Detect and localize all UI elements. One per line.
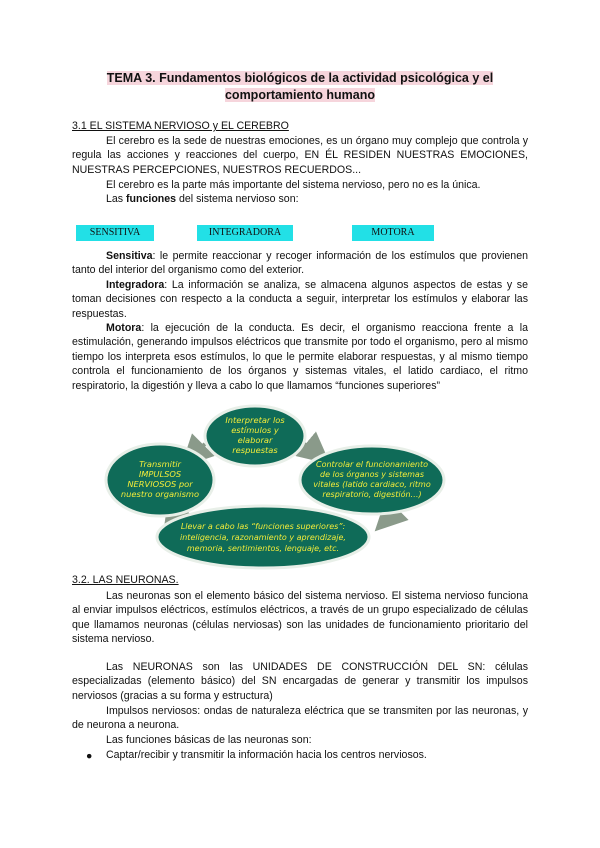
- diagram-bottom-line-1: Llevar a cabo las “funciones superiores”:: [180, 522, 346, 531]
- p3-post: del sistema nervioso son:: [176, 193, 299, 205]
- motora-label: Motora: [106, 322, 142, 334]
- sensitiva-text: : le permite reaccionar y recoger información de los estímulos que provienen tanto del interior del organismo como del exterior.: [72, 250, 528, 277]
- sensitiva-label: Sensitiva: [106, 250, 153, 262]
- bullet-dot-icon: ●: [86, 750, 93, 762]
- diagram-bottom-line-2: inteligencia, razonamiento y aprendizaje,: [180, 533, 346, 542]
- motora-text: : la ejecución de la conducta. Es decir, el organismo reacciona frente a la estimulación, generando impulsos eléctricos que transmite por todo el organismo, pero al mismo tiempo los interpreta esos estímulos, lo que le permite elaborar respuestas, y al mismo tiempo controla el funcionamiento de los órganos y sistemas vitales, el latido cardiaco, el ritmo respiratorio, la digestión y lleva a cabo lo que llamamos “funciones superiores”: [72, 322, 528, 392]
- function-sensitiva: [72, 249, 528, 278]
- section-2-paragraph-1: Las neuronas son el elemento básico del sistema nervioso. El sistema nervioso funciona al enviar impulsos eléctricos, estímulos eléctricos, a través de un grupo especializado de células que llamamos neuronas (células nerviosas) son las unidades de funcionamiento prioritario del sistema nervioso.: [72, 590, 528, 646]
- integradora-text: : La información se analiza, se almacena algunos aspectos de estas y se toman decisiones con respecto a la conducta a seguir, interpretar los estímulos y elaborar las respuestas.: [72, 279, 528, 320]
- diagram-left-line-3: NERVIOSOS por: [127, 479, 193, 489]
- funciones-bold: funciones: [126, 193, 177, 205]
- p3-pre: Las: [106, 193, 127, 205]
- function-motora: [72, 321, 528, 393]
- diagram-right-line-2: de los órganos y sistemas: [320, 470, 424, 479]
- title-line-1: TEMA 3. Fundamentos biológicos de la actividad psicológica y el: [106, 71, 494, 85]
- function-integradora: [72, 278, 528, 321]
- diagram-left-line-4: nuestro organismo: [120, 489, 200, 499]
- arrow-top-to-right: [304, 444, 318, 454]
- section-2-paragraph-2: Las NEURONAS son las UNIDADES DE CONSTRUCCIÓN DEL SN: células especializadas (elemento básico) del SN encargadas de generar y transmitir los impulsos nerviosos (gracias a su forma y estructura): [72, 661, 528, 702]
- nervous-system-functions-diagram: [0, 404, 600, 574]
- title-line-2: comportamiento humano: [224, 88, 375, 102]
- diagram-left-line-2: IMPULSOS: [138, 469, 182, 479]
- section-1-heading: 3.1 EL SISTEMA NERVIOSO y EL CEREBRO: [72, 120, 289, 132]
- box-motora: MOTORA: [352, 225, 434, 241]
- section-1-paragraph-3: [72, 192, 528, 206]
- section-1-paragraph-2: El cerebro es la parte más importante del sistema nervioso, pero no es la única.: [106, 179, 481, 191]
- bullet-item-1: Captar/recibir y transmitir la información hacia los centros nerviosos.: [106, 749, 427, 761]
- section-2-paragraph-3: Impulsos nerviosos: ondas de naturaleza eléctrica que se transmiten por las neuronas, y de neurona a neurona.: [72, 705, 528, 732]
- section-2-paragraph-4: Las funciones básicas de las neuronas son:: [106, 734, 312, 746]
- diagram-bottom-line-3: memoria, sentimientos, lenguaje, etc.: [186, 544, 340, 553]
- section-2-heading: 3.2. LAS NEURONAS.: [72, 574, 179, 586]
- diagram-top-line-2: estímulos y: [231, 425, 279, 435]
- box-sensitiva: SENSITIVA: [76, 225, 154, 241]
- diagram-left-line-1: Transmitir: [139, 459, 181, 469]
- page-title: [60, 70, 540, 104]
- section-1-paragraph-1: El cerebro es la sede de nuestras emociones, es un órgano muy complejo que controla y regula las acciones y reacciones del cuerpo, EN ÉL RESIDEN NUESTRAS EMOCIONES, NUESTRAS PERCEPCIONES, NUESTROS RECUERDOS...: [72, 135, 528, 176]
- diagram-top-line-1: Interpretar los: [225, 415, 285, 425]
- box-integradora: INTEGRADORA: [197, 225, 293, 241]
- diagram-right-line-1: Controlar el funcionamiento: [316, 460, 428, 469]
- diagram-right-line-4: respiratorio, digestión…): [322, 490, 422, 499]
- integradora-label: Integradora: [106, 279, 165, 291]
- diagram-top-line-4: respuestas: [232, 445, 278, 455]
- diagram-top-line-3: elaborar: [237, 435, 273, 445]
- diagram-right-line-3: vitales (latido cardiaco, ritmo: [313, 480, 431, 489]
